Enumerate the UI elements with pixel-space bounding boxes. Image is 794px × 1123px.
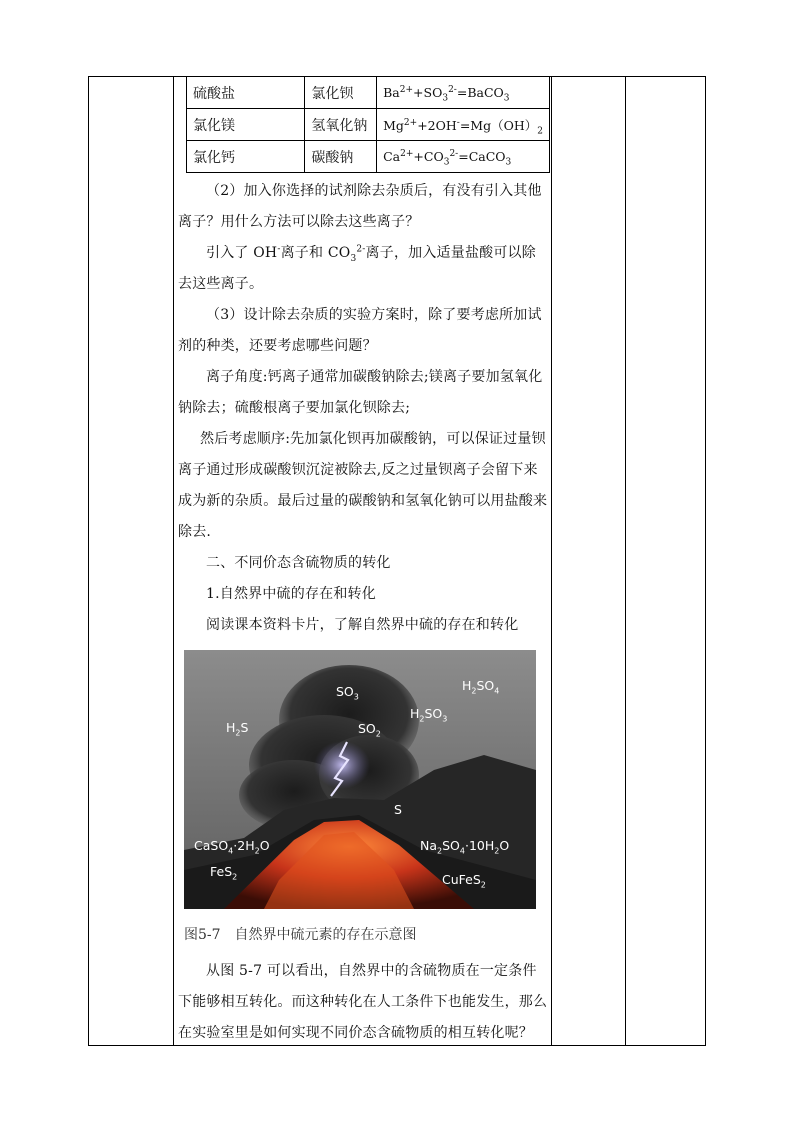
section-heading: 二、不同价态含硫物质的转化	[206, 555, 391, 571]
answer-3-order: 然后考虑顺序:先加氯化钡再加碳酸钠，可以保证过量钡离子通过形成碳酸钡沉淀被除去,反之过量钡离子会留下来成为新的杂质。最后过量的碳酸钠和氢氧化钠可以用盐酸来除去.	[178, 431, 548, 540]
label-na2so4: $Na_2SO_4\cdot 10H_2O$	[420, 838, 510, 856]
answer-2: 引入了 OH-离子和 $CO_3^{2-}$离子，加入适量盐酸可以除去这些离子。	[178, 244, 536, 292]
table-row	[187, 77, 550, 109]
label-h2s: $H_2S$	[226, 720, 249, 738]
impurity-cell: 硫酸盐	[187, 77, 305, 109]
reagent-cell: 氯化钡	[305, 77, 377, 109]
volcano-figure	[184, 650, 536, 909]
conclusion-paragraph: 从图 5-7 可以看出，自然界中的含硫物质在一定条件下能够相互转化。而这种转化在人工条件下也能发生，那么在实验室里是如何实现不同价态含硫物质的相互转化呢？	[178, 963, 548, 1041]
label-fes2: FeS$_2$	[210, 864, 238, 882]
label-so3: $SO_3$	[336, 684, 359, 702]
question-3: （3）设计除去杂质的实验方案时，除了要考虑所加试剂的种类，还要考虑哪些问题？	[178, 307, 542, 354]
reagent-cell: 氢氧化钠	[305, 109, 377, 141]
reading-instruction: 阅读课本资料卡片，了解自然界中硫的存在和转化	[206, 617, 519, 633]
reagent-cell: 碳酸钠	[305, 141, 377, 173]
figure-caption: 图5-7 自然界中硫元素的存在示意图	[184, 927, 417, 943]
impurity-cell: 氯化镁	[187, 109, 305, 141]
question-2: （2）加入你选择的试剂除去杂质后，有没有引入其他离子？用什么方法可以除去这些离子？	[178, 183, 542, 230]
label-cufes2: CuFeS$_2$	[442, 872, 486, 890]
subsection-heading: 1.自然界中硫的存在和转化	[206, 586, 376, 602]
label-h2so3: $H_2SO_3$	[410, 706, 448, 724]
label-caso4: $CaSO_4\cdot 2H_2O$	[194, 838, 270, 856]
label-h2so4: $H_2SO_4$	[462, 678, 500, 696]
label-so2: $SO_2$	[358, 721, 381, 739]
label-s: S	[394, 802, 402, 817]
impurity-reagent-table	[186, 76, 550, 173]
teaching-content-column	[172, 76, 550, 1046]
table-row	[187, 141, 550, 173]
equation-cell: $Mg^{2+}+2OH^-=Mg(OH)_2$	[377, 109, 550, 141]
answer-3-ions: 离子角度:钙离子通常加碳酸钠除去;镁离子要加氢氧化钠除去；硫酸根离子要加氯化钡除去;	[178, 369, 543, 416]
column-divider-3	[625, 77, 626, 1045]
equation-cell: $Ba^{2+}+SO_3^{2-}=BaCO_3$	[377, 77, 550, 109]
equation-cell: $Ca^{2+}+CO_3^{2-}=CaCO_3$	[377, 141, 550, 173]
table-row	[187, 109, 550, 141]
impurity-cell: 氯化钙	[187, 141, 305, 173]
column-divider-2	[551, 77, 552, 1045]
